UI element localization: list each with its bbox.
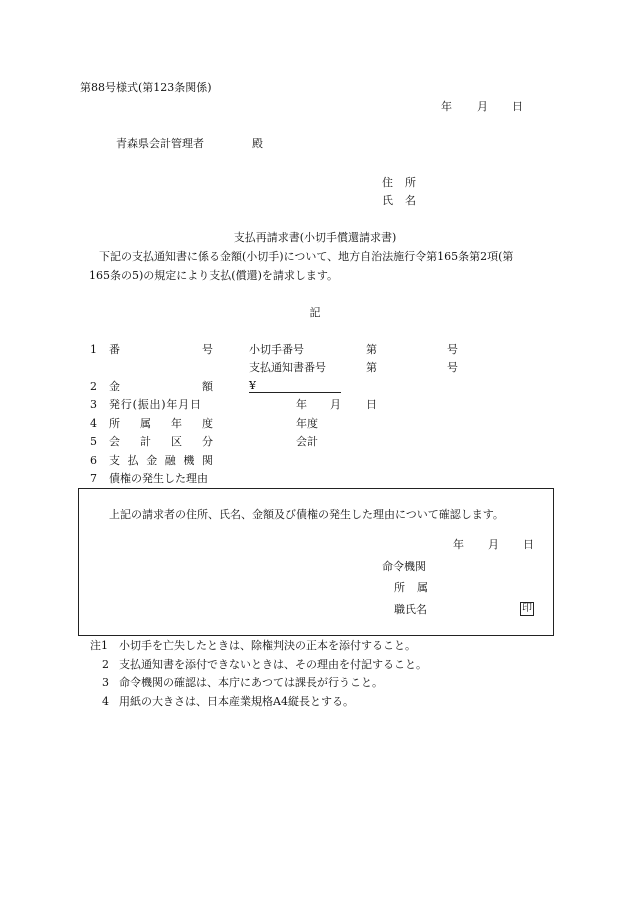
note-text: 用紙の大きさは、日本産業規格A4縦長とする。	[119, 695, 354, 708]
issue-date-day: 日	[366, 398, 377, 411]
item6-number: 6	[90, 454, 97, 467]
notice-number-label: 支払通知書番号	[249, 361, 326, 374]
addressee-honorific: 殿	[252, 137, 263, 150]
confirmation-date-day: 日	[523, 538, 534, 551]
confirmation-text: 上記の請求者の住所、氏名、金額及び債権の発生した理由について確認します。	[109, 508, 504, 521]
ki-heading: 記	[309, 306, 321, 319]
notice-number-go: 号	[447, 361, 458, 374]
note-number: 2	[102, 658, 109, 671]
note-text: 支払通知書を添付できないときは、その理由を付記すること。	[119, 658, 427, 671]
check-number-go: 号	[447, 343, 458, 356]
note-number: 4	[102, 695, 109, 708]
confirmation-date-year: 年	[453, 538, 464, 551]
item5-number: 5	[90, 435, 97, 448]
item2-number: 2	[90, 380, 97, 393]
item6-label: 支 払 金 融 機 関	[109, 454, 213, 467]
note-text: 小切手を亡失したときは、除権判決の正本を添付すること。	[119, 639, 416, 652]
seal-mark: 印	[522, 603, 532, 614]
document-title: 支払再請求書(小切手償還請求書)	[233, 231, 397, 244]
applicant-address-label: 住 所	[382, 176, 416, 189]
item4-number: 4	[90, 417, 97, 430]
form-number: 第88号様式(第123条関係)	[80, 81, 212, 94]
item3-label: 発行(振出)年月日	[109, 398, 202, 411]
notice-number-dai: 第	[366, 361, 377, 374]
check-number-label: 小切手番号	[249, 343, 304, 356]
item7-number: 7	[90, 472, 97, 485]
note-text: 命令機関の確認は、本庁にあつては課長が行うこと。	[119, 676, 383, 689]
note-number: 3	[102, 676, 109, 689]
amount-yen: ¥	[249, 379, 256, 392]
confirmation-date-month: 月	[488, 538, 499, 551]
issue-date-month: 月	[330, 398, 341, 411]
header-date-day: 日	[512, 100, 523, 113]
addressee-name: 青森県会計管理者	[116, 137, 204, 150]
item7-label: 債権の発生した理由	[109, 472, 208, 485]
amount-underline	[249, 392, 341, 393]
agency-label: 命令機関	[382, 560, 426, 573]
note-number: 注1	[90, 639, 108, 652]
body-text-line2: 165条の5)の規定により支払(償還)を請求します。	[89, 269, 338, 282]
account-value: 会計	[296, 435, 318, 448]
check-number-dai: 第	[366, 343, 377, 356]
item1-label: 番 号	[109, 343, 213, 356]
item2-label: 金 額	[109, 380, 213, 393]
item5-label: 会 計 区 分	[109, 435, 213, 448]
fiscal-year-value: 年度	[296, 417, 318, 430]
applicant-name-label: 氏 名	[382, 194, 416, 207]
body-text-line1: 下記の支払通知書に係る金額(小切手)について、地方自治法施行令第165条第2項(第	[99, 250, 514, 263]
official-name-label: 職氏名	[394, 603, 427, 616]
affiliation-label: 所 属	[394, 581, 428, 594]
item1-number: 1	[90, 343, 97, 356]
item3-number: 3	[90, 398, 97, 411]
header-date-year: 年	[441, 100, 452, 113]
header-date-month: 月	[477, 100, 488, 113]
item4-label: 所 属 年 度	[109, 417, 213, 430]
issue-date-year: 年	[296, 398, 307, 411]
